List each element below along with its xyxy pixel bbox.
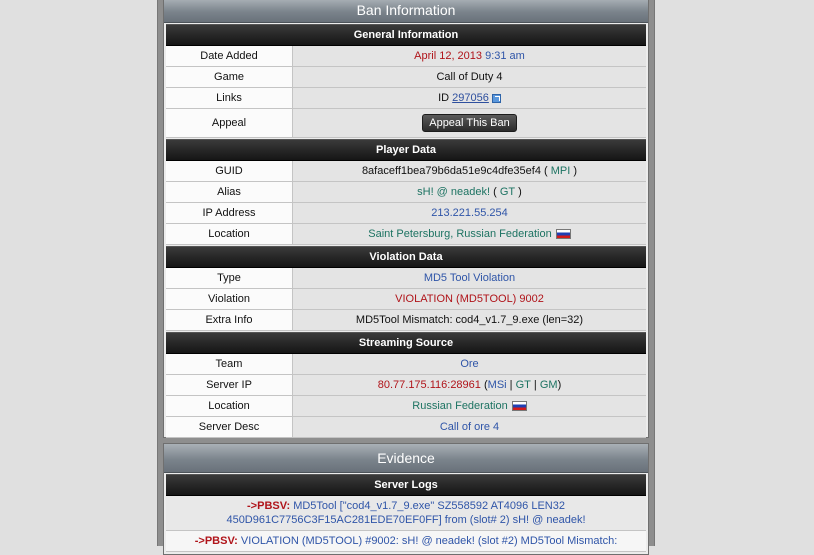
date-added-row (166, 46, 646, 67)
game-row (166, 67, 646, 88)
appeal-this-ban-button[interactable]: Appeal This Ban (422, 114, 517, 132)
log-line: 450D961C7756C3F15AC281EDE70EF0FF] from (slot# 2) sH! @ neadek! (226, 514, 586, 526)
game-value: Call of Duty 4 (293, 67, 646, 87)
date-text: April 12, 2013 (414, 50, 483, 62)
appeal-row (166, 109, 646, 138)
server-location-value (293, 396, 646, 416)
server-gm-link[interactable]: GM (539, 379, 558, 391)
external-link-icon[interactable] (492, 94, 501, 103)
general-information-heading: General Information (166, 24, 646, 46)
alias-text[interactable]: sH! @ neadek! (417, 186, 491, 198)
violation-label: Violation (166, 289, 293, 309)
server-logs-heading: Server Logs (166, 474, 646, 496)
appeal-label: Appeal (166, 109, 293, 137)
evidence-panel (163, 443, 649, 555)
links-label: Links (166, 88, 293, 108)
alias-label: Alias (166, 182, 293, 202)
ip-address-row (166, 203, 646, 224)
extra-info-row (166, 310, 646, 331)
type-label: Type (166, 268, 293, 288)
guid-mpi-link[interactable]: MPI (550, 165, 571, 177)
server-desc-row (166, 417, 646, 438)
type-value[interactable]: MD5 Tool Violation (293, 268, 646, 288)
date-added-label: Date Added (166, 46, 293, 66)
streaming-source-heading: Streaming Source (166, 332, 646, 354)
guid-text: 8afaceff1bea79b6da51e9c4dfe35ef4 (361, 165, 541, 177)
violation-data-heading: Violation Data (166, 246, 646, 268)
guid-value: 8afaceff1bea79b6da51e9c4dfe35ef4 ( MPI ) (293, 161, 646, 181)
evidence-title: Evidence (164, 444, 648, 473)
team-label: Team (166, 354, 293, 374)
violation-value: VIOLATION (MD5TOOL) 9002 (293, 289, 646, 309)
appeal-value (293, 109, 646, 137)
guid-row (166, 161, 646, 182)
server-location-row (166, 396, 646, 417)
russia-flag-icon (556, 229, 571, 239)
log-entry (166, 531, 646, 552)
time-text: 9:31 am (485, 50, 525, 62)
russia-flag-icon (512, 401, 527, 411)
player-location-label: Location (166, 224, 293, 244)
player-location-value (293, 224, 646, 244)
server-gt-link[interactable]: GT (515, 379, 531, 391)
server-desc-value[interactable]: Call of ore 4 (293, 417, 646, 437)
log-line: VIOLATION (MD5TOOL) #9002: sH! @ neadek! (slot #2) MD5Tool Mismatch: (240, 535, 618, 547)
ban-id-link[interactable]: 297056 (452, 92, 489, 104)
server-ip-label: Server IP (166, 375, 293, 395)
team-value[interactable]: Ore (293, 354, 646, 374)
server-location-text[interactable]: Russian Federation (412, 400, 508, 412)
log-line: MD5Tool ["cod4_v1.7_9.exe" SZ558592 AT4096 LEN32 (293, 500, 565, 512)
log-entry (166, 496, 646, 531)
player-location-row (166, 224, 646, 245)
id-prefix: ID (438, 92, 450, 104)
server-ip-value: 80.77.175.116:28961 ( MSi | GT | GM ) (293, 375, 646, 395)
alias-row (166, 182, 646, 203)
pbsv-prefix: ->PBSV: (194, 535, 238, 547)
date-added-value (293, 46, 646, 66)
alias-value: sH! @ neadek! ( GT ) (293, 182, 646, 202)
type-row (166, 268, 646, 289)
server-ip-text: 80.77.175.116:28961 (377, 379, 481, 391)
server-msi-link[interactable]: MSi (487, 379, 507, 391)
ban-information-panel (163, 0, 649, 438)
extra-info-value: MD5Tool Mismatch: cod4_v1.7_9.exe (len=32) (293, 310, 646, 330)
player-location-text[interactable]: Saint Petersburg, Russian Federation (368, 228, 552, 240)
ip-address-value[interactable]: 213.221.55.254 (293, 203, 646, 223)
ip-address-label: IP Address (166, 203, 293, 223)
server-location-label: Location (166, 396, 293, 416)
alias-gt-link[interactable]: GT (499, 186, 516, 198)
server-desc-label: Server Desc (166, 417, 293, 437)
guid-label: GUID (166, 161, 293, 181)
player-data-heading: Player Data (166, 139, 646, 161)
pbsv-prefix: ->PBSV: (247, 500, 291, 512)
team-row (166, 354, 646, 375)
extra-info-label: Extra Info (166, 310, 293, 330)
violation-row (166, 289, 646, 310)
links-row (166, 88, 646, 109)
ban-information-title: Ban Information (164, 0, 648, 23)
server-ip-row (166, 375, 646, 396)
links-value (293, 88, 646, 108)
game-label: Game (166, 67, 293, 87)
